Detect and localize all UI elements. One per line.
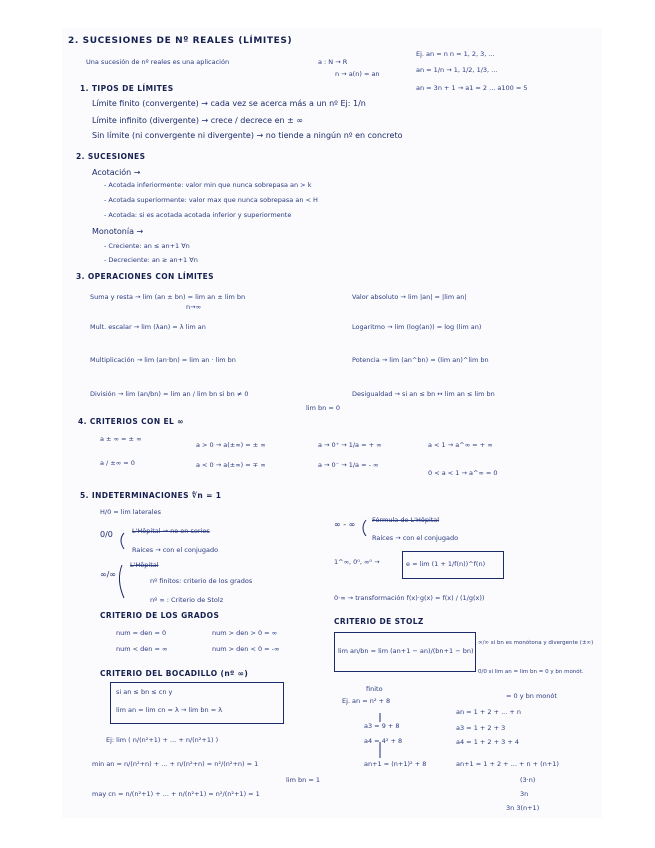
stolz-ex-right-5: an+1 = 1 + 2 + ... + n + (n+1) <box>456 760 559 768</box>
acotacion-item-3: - Acotada: si es acotada acotada inferior y superiormente <box>104 211 292 219</box>
stolz-side-3: 3n 3(n+1) <box>506 804 540 812</box>
op-potencia: Potencia → lim (an^bn) = (lim an)^lim bn <box>352 356 489 364</box>
definition-map-2: n → a(n) = an <box>335 70 380 78</box>
crit-row2-d: 0 < a < 1 → a^∞ = 0 <box>428 469 498 477</box>
indet-right-raices: Raíces → con el conjugado <box>372 534 459 542</box>
indet-00-symbol: 0/0 <box>100 530 113 539</box>
stolz-ex-row-3: an+1 = (n+1)² + 8 <box>364 760 427 768</box>
op-desigualdad: Desigualdad → si an ≤ bn ↔ lim an ≤ lim bn <box>352 390 495 398</box>
op-suma-resta: Suma y resta → lim (an ± bn) = lim an ± lim bn <box>90 293 246 301</box>
section-1-title: 1. TIPOS DE LÍMITES <box>80 84 174 93</box>
example-line-3: an = 3n + 1 → a1 = 2 ... a100 = 5 <box>416 84 528 92</box>
section-1-item-1: Límite finito (convergente) → cada vez se acerca más a un nº Ej: 1/n <box>92 99 366 108</box>
indet-00-hopital: L'Hôpital → no en series <box>132 527 210 535</box>
grados-row-1: num = den = 0 <box>116 629 167 637</box>
indet-00-raices: Raíces → con el conjugado <box>132 546 219 554</box>
section-1-item-3: Sin límite (ni convergente ni divergente) → no tiende a ningún nº en concreto <box>92 131 403 140</box>
stolz-ex-label: Ej. an = n² + 8 <box>342 697 391 705</box>
op-division: División → lim (an/bn) = lim an / lim bn si bn ≠ 0 <box>90 390 249 398</box>
limit-subscript: n→∞ <box>186 303 201 311</box>
stolz-title: CRITERIO DE STOLZ <box>334 617 424 626</box>
monotonia-label: Monotonía → <box>92 227 144 236</box>
indet-inf-minus-inf: ∞ - ∞ <box>334 520 356 529</box>
grados-row-3: num < den = ∞ <box>116 645 168 653</box>
indet-right-hopital: Fórmula de L'Hôpital <box>372 516 440 524</box>
stolz-ex-right-2: an = 1 + 2 + ... + n <box>456 708 522 716</box>
acotacion-label: Acotación → <box>92 168 141 177</box>
crit-row1-c: a → 0⁺ → 1/a = + ∞ <box>318 441 382 449</box>
grados-row-2: num > den > 0 = ∞ <box>212 629 278 637</box>
section-1-item-2: Límite infinito (divergente) → crece / decrece en ± ∞ <box>92 116 304 125</box>
example-may: may cn = n/(n²+1) + ... + n/(n²+1) = n²/(n²+1) = 1 <box>92 790 260 798</box>
stolz-ex-row-2: a4 = 4² + 8 <box>364 737 403 745</box>
indet-inf-stolz: nº ∞ : Criterio de Stolz <box>150 596 224 604</box>
grados-title: CRITERIO DE LOS GRADOS <box>100 611 220 620</box>
example-label: Ej. an = n n = 1, 2, 3, ... <box>416 50 495 58</box>
monotonia-item-2: - Decreciente: an ≥ an+1 ∀n <box>104 256 198 264</box>
stolz-ex-row-1: a3 = 9 + 8 <box>364 722 400 730</box>
stolz-ex-finito: finito <box>366 685 383 693</box>
lim-bn-zero: lim bn = 0 <box>306 404 340 412</box>
stolz-ex-right-1: = 0 y bn monót <box>506 692 557 700</box>
monotonia-item-1: - Creciente: an ≤ an+1 ∀n <box>104 242 190 250</box>
bocadillo-line-2: lim an = lim cn = λ → lim bn = λ <box>116 706 223 714</box>
indet-inf-grados: nº finitos: criterio de los grados <box>150 577 253 585</box>
section-5-title: 5. INDETERMINACIONES ∜n = 1 <box>80 491 222 500</box>
acotacion-item-2: - Acotada superiormente: valor max que nunca sobrepasa an < H <box>104 196 318 204</box>
euler-formula: e = lim (1 + 1/f(n))^f(n) <box>406 560 486 568</box>
definition-text: Una sucesión de nº reales es una aplicación <box>86 58 230 66</box>
bocadillo-line-1: si an ≤ bn ≤ cn y <box>116 688 173 696</box>
op-escalar: Mult. escalar → lim (λan) = λ lim an <box>90 323 206 331</box>
indet-inf-hopital: L'Hôpital <box>130 561 159 569</box>
definition-map: a : N → R <box>318 58 348 66</box>
indet-power-forms: 1^∞, 0⁰, ∞⁰ → <box>334 558 380 566</box>
crit-row1-a: a ± ∞ = ± ∞ <box>100 435 142 443</box>
indet-zero-inf: 0·∞ → transformación f(x)·g(x) = f(x) / (1/g(x)) <box>334 594 485 602</box>
crit-row2-c: a → 0⁻ → 1/a = - ∞ <box>318 461 379 469</box>
crit-row2-b: a < 0 → a(±∞) = ∓ ∞ <box>196 461 266 469</box>
stolz-side-2: 3n <box>520 790 529 798</box>
crit-row2-a: a / ±∞ = 0 <box>100 459 135 467</box>
section-2-title: 2. SUCESIONES <box>76 152 146 161</box>
section-4-title: 4. CRITERIOS CON EL ∞ <box>78 417 184 426</box>
indet-h0: H/0 = lim laterales <box>100 508 161 516</box>
stolz-note-2: 0/0 si lim an = lim bn = 0 y bn monót. <box>478 669 584 675</box>
bocadillo-title: CRITERIO DEL BOCADILLO (nº ∞) <box>100 669 249 678</box>
op-valor-absoluto: Valor absoluto → lim |an| = |lim an| <box>352 293 467 301</box>
page-title: 2. SUCESIONES DE Nº REALES (LÍMITES) <box>68 36 293 46</box>
crit-row1-b: a > 0 → a(±∞) = ± ∞ <box>196 441 266 449</box>
stolz-formula: lim an/bn = lim (an+1 − an)/(bn+1 − bn) <box>338 647 474 655</box>
section-3-title: 3. OPERACIONES CON LÍMITES <box>76 272 214 281</box>
stolz-ex-right-4: a4 = 1 + 2 + 3 + 4 <box>456 738 519 746</box>
stolz-ex-right-3: a3 = 1 + 2 + 3 <box>456 724 506 732</box>
grados-row-4: num > den < 0 = -∞ <box>212 645 280 653</box>
op-multiplicacion: Multiplicación → lim (an·bn) = lim an · lim bn <box>90 356 236 364</box>
example-lim-bn: lim bn = 1 <box>286 776 320 784</box>
indet-inf-symbol: ∞/∞ <box>100 570 117 579</box>
stolz-note: ∞/∞ si bn es monótona y divergente (±∞) <box>478 640 594 646</box>
example-line-2: an = 1/n → 1, 1/2, 1/3, ... <box>416 66 498 74</box>
example-bocadillo: Ej: lim ( n/(n²+1) + ... + n/(n²+1) ) <box>106 736 219 744</box>
stolz-side-1: (3·n) <box>520 776 536 784</box>
crit-row1-d: a < 1 → a^∞ = + ∞ <box>428 441 493 449</box>
acotacion-item-1: - Acotada inferiormente: valor min que nunca sobrepasa an > k <box>104 181 312 189</box>
op-logaritmo: Logaritmo → lim (log(an)) = log (lim an) <box>352 323 482 331</box>
example-min: min an = n/(n²+n) + ... + n/(n²+n) = n²/(n²+n) = 1 <box>92 760 259 768</box>
